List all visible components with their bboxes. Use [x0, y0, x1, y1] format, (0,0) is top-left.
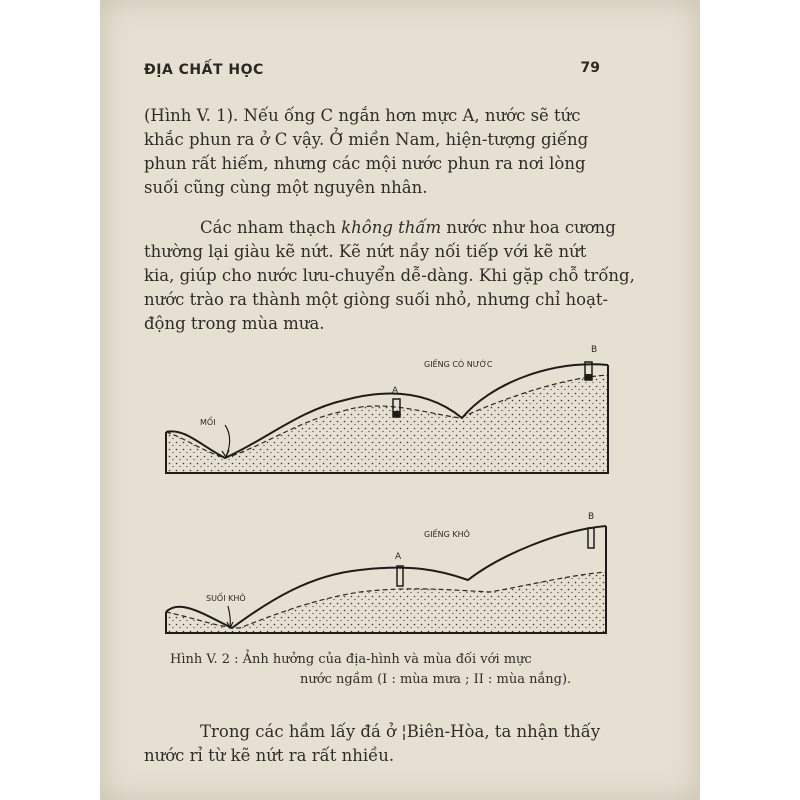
label-spring: MỐI [200, 418, 216, 427]
label-well-dry: GIẾNG KHÔ [424, 530, 470, 539]
chapter-title: ĐỊA CHẤT HỌC [144, 62, 264, 78]
text-line: thường lại giàu kẽ nứt. Kẽ nứt nầy nối tiếp với kẽ nứt [144, 242, 587, 261]
label-b-top: B [591, 345, 598, 355]
label-dry-stream: SUỐI KHÔ [206, 594, 246, 603]
text-emphasis: không thấm [341, 218, 442, 237]
text-line: kia, giúp cho nước lưu-chuyển dễ-dàng. Khi gặp chỗ trống, [144, 266, 635, 285]
paragraph-3 [144, 720, 614, 768]
text-rest: nước như hoa cương [441, 218, 616, 237]
page-number: 79 [580, 60, 600, 76]
caption-line: nước ngầm (I : mùa mưa ; II : mùa nắng). [300, 672, 572, 687]
label-b-bottom: B [588, 512, 595, 522]
text-line: nước rỉ từ kẽ nứt ra rất nhiều. [144, 746, 395, 765]
diagram-rainy-season [166, 362, 608, 473]
label-well-water: GIẾNG CÓ NƯỚC [424, 360, 493, 369]
text-line: động trong mùa mưa. [144, 314, 325, 333]
label-a-top: A [392, 386, 399, 396]
caption-line: Hình V. 2 : Ảnh hưởng của địa-hình và mùa đối với mực [170, 652, 532, 667]
text-lead: Các nham thạch [200, 218, 342, 237]
text-line: (Hình V. 1). Nếu ống C ngắn hơn mực A, nước sẽ tức [144, 106, 581, 125]
figure-caption [170, 650, 620, 690]
text-line: khắc phun ra ở C vậy. Ở miền Nam, hiện-tượng giếng [144, 130, 589, 149]
text-line: nước trào ra thành một giòng suối nhỏ, nhưng chỉ hoạt- [144, 290, 609, 309]
label-a-bottom: A [395, 552, 402, 562]
diagram-dry-season [166, 526, 606, 633]
text-line: Trong các hầm lấy đá ở ¦Biên-Hòa, ta nhận thấy [200, 722, 601, 741]
text-line: suối cũng cùng một nguyên nhân. [144, 178, 428, 197]
text-line: phun rất hiếm, nhưng các mội nước phun ra nơi lòng [144, 154, 586, 173]
